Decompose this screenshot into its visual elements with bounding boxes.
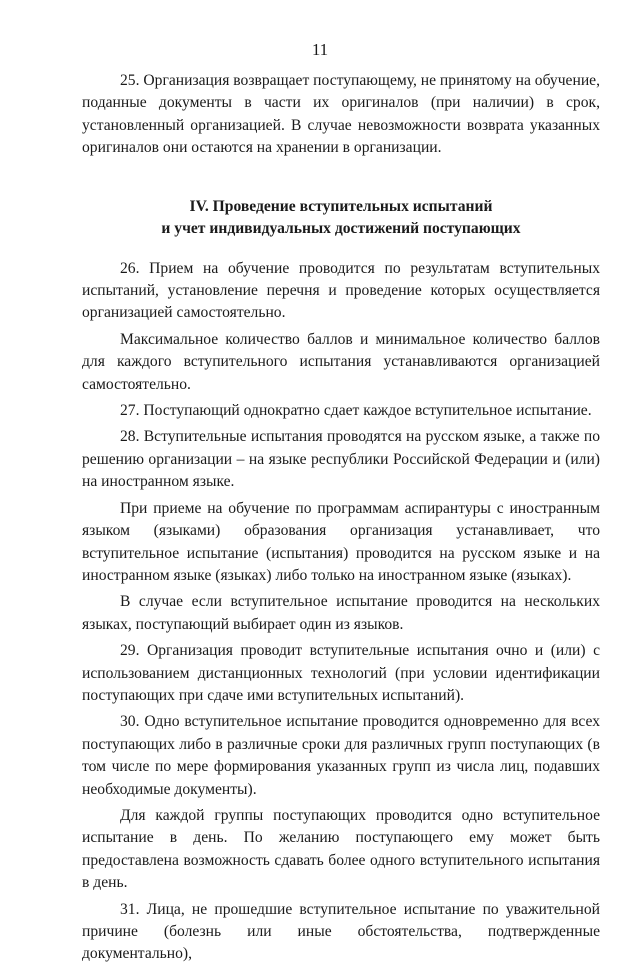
paragraph-25: 25. Организация возвращает поступающему, не принятому на обучение, поданные документы в части их оригиналов (при наличии) в срок, установленный организацией. В случае невозможности возврата указанных оригиналов они остаются на хранении в организации. <box>82 72 600 157</box>
page-number: 11 <box>311 40 329 59</box>
document-body <box>82 70 600 970</box>
paragraph-27: 27. Поступающий однократно сдает каждое вступительное испытание. <box>120 402 592 420</box>
paragraph-29: 29. Организация проводит вступительные испытания очно и (или) с использованием дистанционных технологий (при условии идентификации поступающих при сдаче ими вступительных испытаний). <box>82 642 600 704</box>
paragraph-28: 28. Вступительные испытания проводятся на русском языке, а также по решению организации – на языке республики Российской Федерации и (или) на иностранном языке. <box>82 428 600 491</box>
section-heading-line-2: и учет индивидуальных достижений поступающих <box>161 219 521 237</box>
section-heading-line-1: IV. Проведение вступительных испытаний <box>189 197 493 215</box>
paragraph-28-multiple-languages: В случае если вступительное испытание проводится на нескольких языках, поступающий выбирает один из языков. <box>82 593 600 633</box>
paragraph-26: 26. Прием на обучение проводится по результатам вступительных испытаний, установление перечня и проведение которых осуществляется организацией самостоятельно. <box>82 259 600 322</box>
paragraph-30: 30. Одно вступительное испытание проводится одновременно для всех поступающих либо в различные сроки для различных групп поступающих (в том числе по мере формирования указанных групп из числа лиц, подавших необходимые документы). <box>82 713 600 798</box>
paragraph-28-foreign-language: При приеме на обучение по программам аспирантуры с иностранным языком (языками) образования организация устанавливает, что вступительное испытание (испытания) проводится на русском языке и на иностранном языке (языках) либо только на иностранном языке (языках). <box>82 499 600 584</box>
paragraph-26-scores: Максимальное количество баллов и минимальное количество баллов для каждого вступительного испытания устанавливаются организацией самостоятельно. <box>82 330 600 393</box>
paragraph-30-per-day: Для каждой группы поступающих проводится одно вступительное испытание в день. По желанию поступающего ему может быть предоставлена возможность сдавать более одного вступительного испытания в день. <box>82 806 600 892</box>
paragraph-31: 31. Лица, не прошедшие вступительное испытание по уважительной причине (болезнь или иные обстоятельства, подтвержденные документально), <box>82 900 600 963</box>
section-heading <box>82 196 600 240</box>
